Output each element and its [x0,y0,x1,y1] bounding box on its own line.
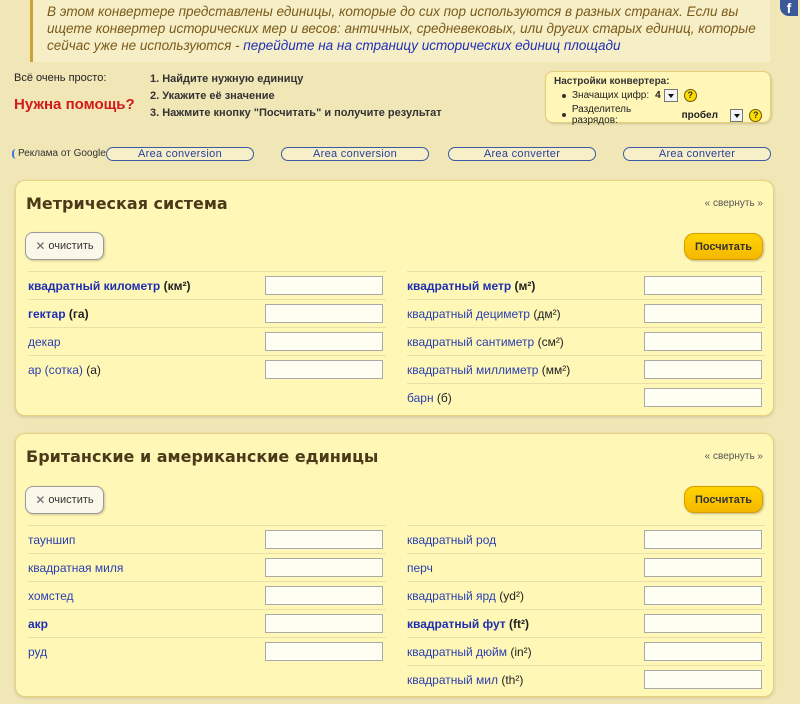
unit-abbr: (м²) [511,278,536,293]
unit-row [407,299,765,327]
unit-label[interactable] [28,279,190,293]
collapse-link[interactable]: « свернуть » [704,198,763,209]
unit-name: ар (сотка) [28,362,83,377]
digits-help-icon[interactable]: ? [684,89,697,102]
unit-label[interactable] [28,533,75,547]
facebook-icon[interactable]: f [780,0,798,16]
digits-row [554,89,762,102]
intro-text: В этом конвертере представлены единицы, которые до сих пор используются в разных странах. Если вы ищете конвертер исторических мер и весов: античных, средневековых, или других старых единиц, которые сейчас уже не используются - перейдите на на страницу исторических единиц площади [47,4,756,53]
unit-row [28,553,386,581]
digits-label: Значащих цифр: [572,90,650,101]
unit-input[interactable] [265,530,383,549]
unit-name: руд [28,644,48,659]
unit-name: квадратный ярд [407,588,496,603]
unit-abbr: (км²) [160,278,191,293]
unit-input[interactable] [644,586,762,605]
unit-label[interactable] [407,561,433,575]
ads-label: Реклама от Google [12,148,106,159]
unit-name: квадратный миллиметр [407,362,539,377]
separator-row [554,104,762,126]
calculate-button[interactable]: Посчитать [684,233,763,260]
unit-name: квадратный мил [407,672,498,687]
unit-input[interactable] [644,558,762,577]
unit-name: квадратный километр [28,278,161,293]
unit-name: гектар [28,306,66,321]
separator-help-icon[interactable]: ? [749,109,762,122]
unit-abbr: (га) [65,306,89,321]
need-help-link[interactable]: Нужна помощь? [14,96,135,113]
unit-label[interactable] [28,307,89,321]
unit-row [407,665,765,693]
unit-row [28,327,386,355]
unit-label[interactable] [407,363,570,377]
unit-input[interactable] [265,332,383,351]
unit-abbr: (б) [433,390,452,405]
unit-row [28,525,386,553]
unit-row [407,581,765,609]
unit-name: квадратный род [407,532,497,547]
unit-input[interactable] [265,586,383,605]
calculate-button[interactable]: Посчитать [684,486,763,513]
unit-input[interactable] [644,642,762,661]
unit-input[interactable] [644,304,762,323]
clear-button[interactable]: ✕ очистить [25,486,104,514]
unit-name: квадратный фут [407,616,506,631]
clear-button[interactable]: ✕ очистить [25,232,104,260]
unit-name: квадратная миля [28,560,124,575]
unit-input[interactable] [644,360,762,379]
ad-link-2[interactable]: Area conversion [281,147,429,161]
unit-name: перч [407,560,433,575]
unit-label[interactable] [407,645,532,659]
close-icon: ✕ [35,239,46,253]
unit-abbr: (см²) [534,334,564,349]
unit-input[interactable] [265,614,383,633]
bullet-icon [562,94,566,98]
converter-settings [545,71,771,126]
intro-note [30,0,770,62]
unit-input[interactable] [644,332,762,351]
unit-label[interactable] [28,363,101,377]
unit-row [28,637,386,665]
unit-row [407,637,765,665]
unit-label[interactable] [28,617,48,631]
unit-abbr: (th²) [498,672,524,687]
unit-input[interactable] [265,360,383,379]
unit-row [407,383,765,411]
unit-label[interactable] [407,533,496,547]
unit-abbr: (а) [82,362,101,377]
unit-name: квадратный сантиметр [407,334,535,349]
settings-title: Настройки конвертера: [554,76,670,87]
unit-name: хомстед [28,588,74,603]
unit-abbr: (in²) [507,644,532,659]
unit-input[interactable] [644,530,762,549]
unit-label[interactable] [407,307,561,321]
unit-label[interactable] [407,617,529,631]
panel-title: Метрическая система [26,194,228,213]
unit-label[interactable] [407,335,564,349]
unit-label[interactable] [407,589,524,603]
unit-row [28,581,386,609]
unit-input[interactable] [265,558,383,577]
unit-name: квадратный дециметр [407,306,530,321]
unit-row [407,525,765,553]
unit-row [28,355,386,383]
simple-label: Всё очень просто: [14,72,107,84]
unit-label[interactable] [28,589,74,603]
unit-input[interactable] [644,388,762,407]
separator-value: пробел [681,109,718,121]
unit-abbr: (мм²) [538,362,571,377]
unit-label[interactable] [28,335,61,349]
steps-list [150,71,442,122]
unit-label[interactable] [28,645,47,659]
unit-abbr: (дм²) [529,306,561,321]
unit-name: тауншип [28,532,76,547]
unit-row [28,271,386,299]
unit-row [28,609,386,637]
historical-units-link[interactable]: перейдите на на страницу исторических единиц площади [243,38,621,53]
unit-input[interactable] [265,304,383,323]
unit-label[interactable] [407,279,535,293]
digits-value: 4 [655,90,661,101]
unit-name: декар [28,334,61,349]
unit-input[interactable] [644,670,762,689]
collapse-link[interactable]: « свернуть » [704,451,763,462]
step-2: 2. Укажите её значение [150,90,275,102]
imperial-panel [15,433,774,697]
unit-name: акр [28,616,49,631]
metric-panel [15,180,774,416]
unit-name: барн [407,390,434,405]
unit-row [407,609,765,637]
unit-row [407,355,765,383]
unit-label[interactable] [28,561,123,575]
step-1: 1. Найдите нужную единицу [150,73,304,85]
unit-label[interactable] [407,673,523,687]
ad-link-4[interactable]: Area converter [623,147,771,161]
bullet-icon [562,113,566,117]
unit-row [407,327,765,355]
ad-link-1[interactable]: Area conversion [106,147,254,161]
unit-input[interactable] [265,642,383,661]
step-3: 3. Нажмите кнопку "Посчитать" и получите результат [150,107,442,119]
separator-dropdown[interactable] [730,109,744,122]
unit-name: квадратный дюйм [407,644,507,659]
unit-input[interactable] [644,614,762,633]
panel-title: Британские и американские единицы [26,447,379,466]
unit-label[interactable] [407,391,452,405]
unit-abbr: (ft²) [505,616,529,631]
digits-dropdown[interactable] [664,89,678,102]
unit-input[interactable] [265,276,383,295]
unit-input[interactable] [644,276,762,295]
ad-link-3[interactable]: Area converter [448,147,596,161]
unit-abbr: (yd²) [495,588,524,603]
separator-label: Разделитель разрядов: [571,104,632,126]
unit-row [407,553,765,581]
close-icon: ✕ [35,493,46,507]
unit-row [28,299,386,327]
unit-name: квадратный метр [407,278,512,293]
unit-row [407,271,765,299]
